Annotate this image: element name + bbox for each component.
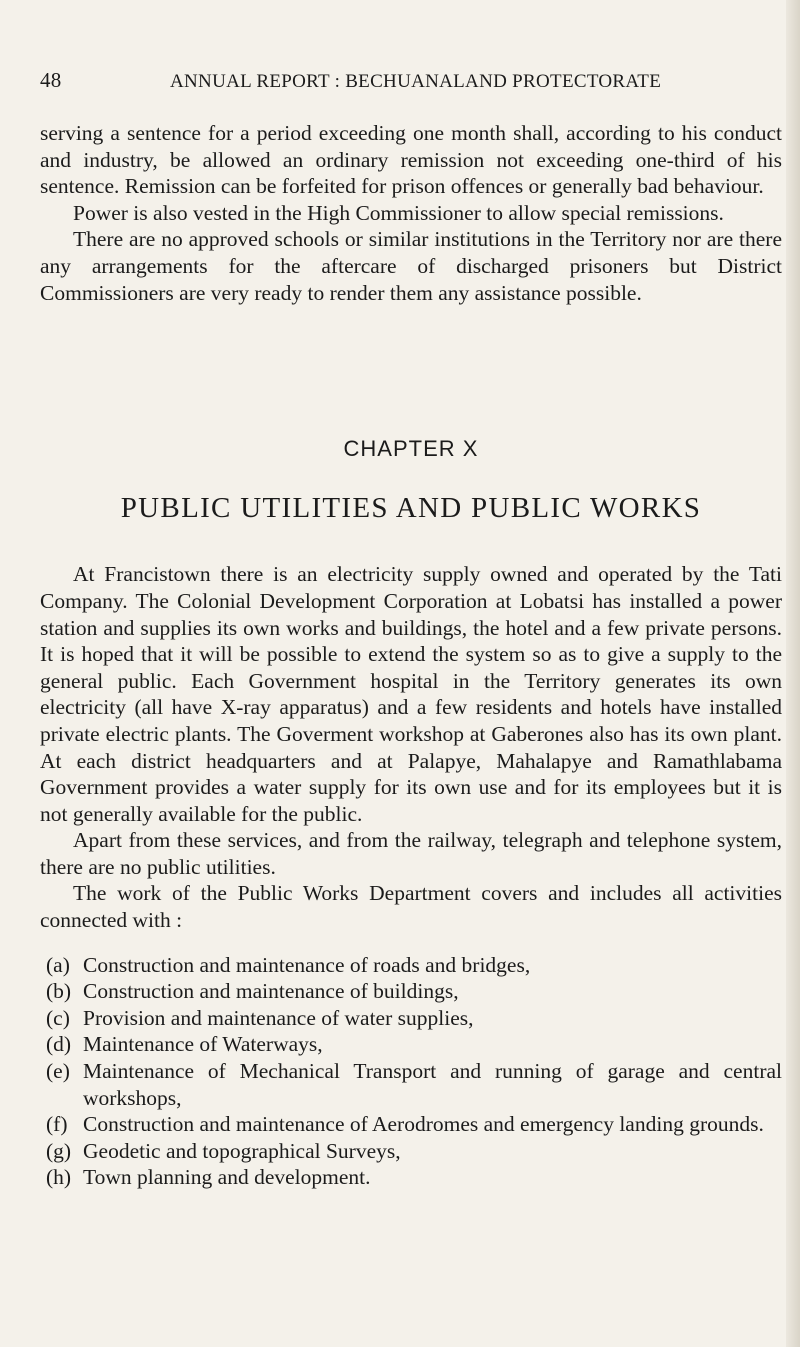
chapter-title: PUBLIC UTILITIES AND PUBLIC WORKS xyxy=(120,491,702,524)
list-item-text: Geodetic and topographical Surveys, xyxy=(83,1138,401,1163)
paragraph-electricity: At Francistown there is an electricity supply owned and operated by the Tati Company. The Colonial Development Corporation at Lobatsi has installed a power station and supplies its own works and buildings, the hotel and a few private persons. It is hoped that it will be possible to extend the system so as to give a supply to the general public. Each Government hospital in the Territory generates its own electricity (all have X-ray apparatus) and a few residents and hotels have installed private electric plants. The Goverment workshop at Gaberones also has its own plant. At each district headquarters and at Palapye, Mahalapye and Ramathlabama Government provides a water supply for its own use and for its employees but it is not generally available for the public. xyxy=(40,562,782,826)
list-item-text: Construction and maintenance of Aerodromes and emergency landing grounds. xyxy=(83,1112,764,1137)
paragraph-sentence-remission: serving a sentence for a period exceeding one month shall, according to his conduct and industry, be allowed an ordinary remission not exceeding one-third of his sentence. Remission can be forfeited for prison offences or generally bad behaviour. xyxy=(40,121,782,199)
list-marker: (h) xyxy=(46,1165,72,1190)
chapter-number: CHAPTER X xyxy=(343,436,479,462)
page-header xyxy=(40,68,780,93)
list-marker: (g) xyxy=(46,1138,72,1163)
list-item-text: Town planning and development. xyxy=(83,1165,371,1190)
paragraph-special-remissions: Power is also vested in the High Commissioner to allow special remissions. xyxy=(73,200,724,225)
list-marker: (d) xyxy=(46,1032,72,1057)
list-item-text: Maintenance of Waterways, xyxy=(83,1032,323,1057)
list-item xyxy=(40,952,782,979)
list-marker: (a) xyxy=(46,952,70,977)
list-marker: (e) xyxy=(46,1059,70,1084)
page-body xyxy=(40,120,782,1191)
list-item-text: Construction and maintenance of roads and bridges, xyxy=(83,952,531,977)
list-marker: (f) xyxy=(46,1112,68,1137)
list-marker: (c) xyxy=(46,1005,70,1030)
paragraph-approved-schools: There are no approved schools or similar institutions in the Territory nor are there any arrangements for the aftercare of discharged prisoners but District Commissioners are very ready to render them any assistance possible. xyxy=(40,227,782,305)
list-item-text: Maintenance of Mechanical Transport and running of garage and central workshops, xyxy=(83,1059,782,1110)
activities-list xyxy=(40,952,782,1191)
page-edge xyxy=(786,0,800,1347)
running-title: ANNUAL REPORT : BECHUANALAND PROTECTORATE xyxy=(170,71,662,92)
list-item xyxy=(40,1031,782,1058)
list-item xyxy=(40,1058,782,1111)
paragraph-public-works: The work of the Public Works Department covers and includes all activities connected with : xyxy=(40,881,782,933)
list-item xyxy=(40,978,782,1005)
list-item xyxy=(40,1005,782,1032)
list-item-text: Construction and maintenance of buildings, xyxy=(83,979,459,1004)
list-item xyxy=(40,1138,782,1165)
paragraph-public-utilities: Apart from these services, and from the railway, telegraph and telephone system, there are no public utilities. xyxy=(40,828,782,879)
list-item-text: Provision and maintenance of water supplies, xyxy=(83,1005,474,1030)
page-number: 48 xyxy=(40,68,62,92)
list-marker: (b) xyxy=(46,979,72,1004)
list-item xyxy=(40,1111,782,1138)
list-item xyxy=(40,1164,782,1191)
